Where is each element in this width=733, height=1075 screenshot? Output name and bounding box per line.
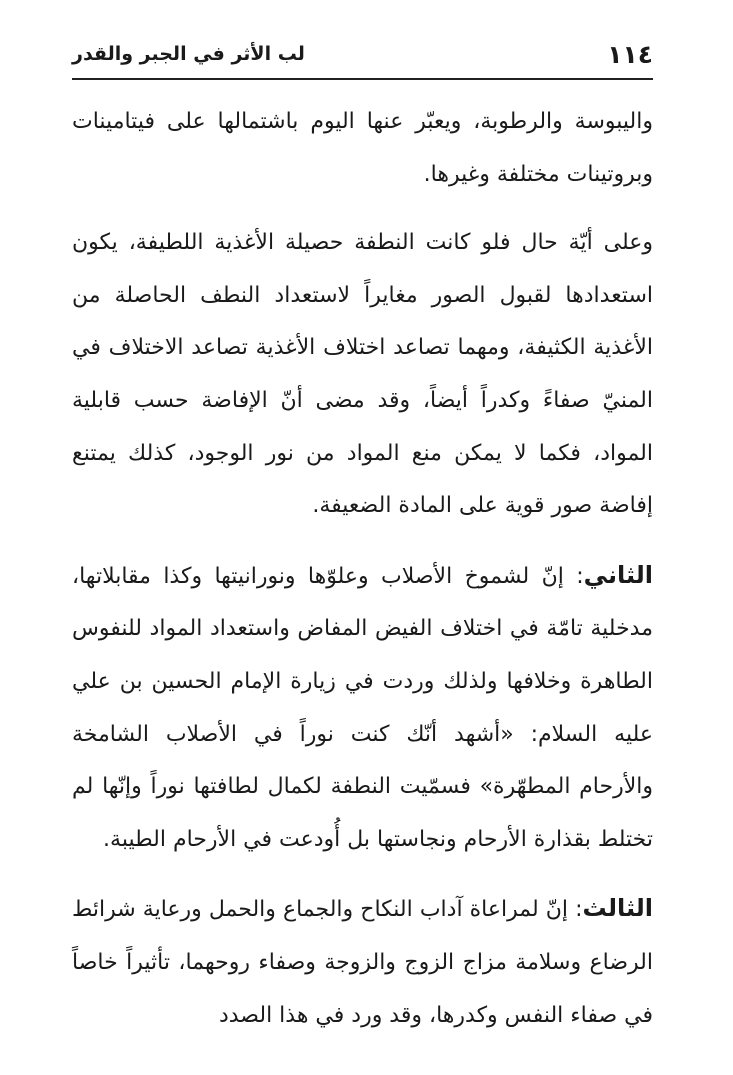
paragraph — [72, 217, 653, 533]
running-title: لب الأثر في الجبر والقدر — [72, 43, 305, 65]
paragraph-text: وعلى أيّة حال فلو كانت النطفة حصيلة الأغذية اللطيفة، يكون استعدادها لقبول الصور مغايراً لاستعداد النطف الحاصلة من الأغذية الكثيفة، ومهما تصاعد اختلاف الأغذية تصاعد الاختلاف في المنيّ صفاءً وكدراً أيضاً، وقد مضى أنّ الإفاضة حسب قابلية المواد، فكما لا يمكن منع المواد من نور الوجود، كذلك يمتنع إفاضة صور قوية على المادة الضعيفة. — [72, 230, 653, 519]
page-number: ١١٤ — [607, 39, 653, 69]
paragraph-lead: الثاني — [583, 560, 653, 589]
paragraph-text: : إنّ لمراعاة آداب النكاح والجماع والحمل ورعاية شرائط الرضاع وسلامة مزاج الزوج والزوجة وصفاء روحهما، تأثيراً خاصاً في صفاء النفس وكدرها، وقد ورد في هذا الصدد — [72, 897, 653, 1028]
body-text — [72, 96, 653, 1058]
paragraph — [72, 549, 653, 867]
paragraph-text: واليبوسة والرطوبة، ويعبّر عنها اليوم باشتمالها على فيتامينات وبروتينات مختلفة وغيرها. — [72, 109, 653, 187]
paragraph — [72, 882, 653, 1042]
header-rule — [72, 78, 653, 80]
running-head — [72, 34, 653, 74]
paragraph — [72, 96, 653, 201]
paragraph-lead: الثالث — [582, 894, 653, 923]
paragraph-text: : إنّ لشموخ الأصلاب وعلوّها ونورانيتها وكذا مقابلاتها، مدخلية تامّة في اختلاف الفيض المفاض واستعداد المواد للنفوس الطاهرة وخلافها ولذلك وردت في زيارة الإمام الحسين بن علي عليه السلام: «أشهد أنّك كنت نوراً في الأصلاب الشامخة والأرحام المطهّرة» فسمّيت النطفة لكمال لطافتها نوراً وإنّها لم تختلط بقذارة الأرحام ونجاستها بل أُودعت في الأرحام الطيبة. — [72, 563, 653, 852]
